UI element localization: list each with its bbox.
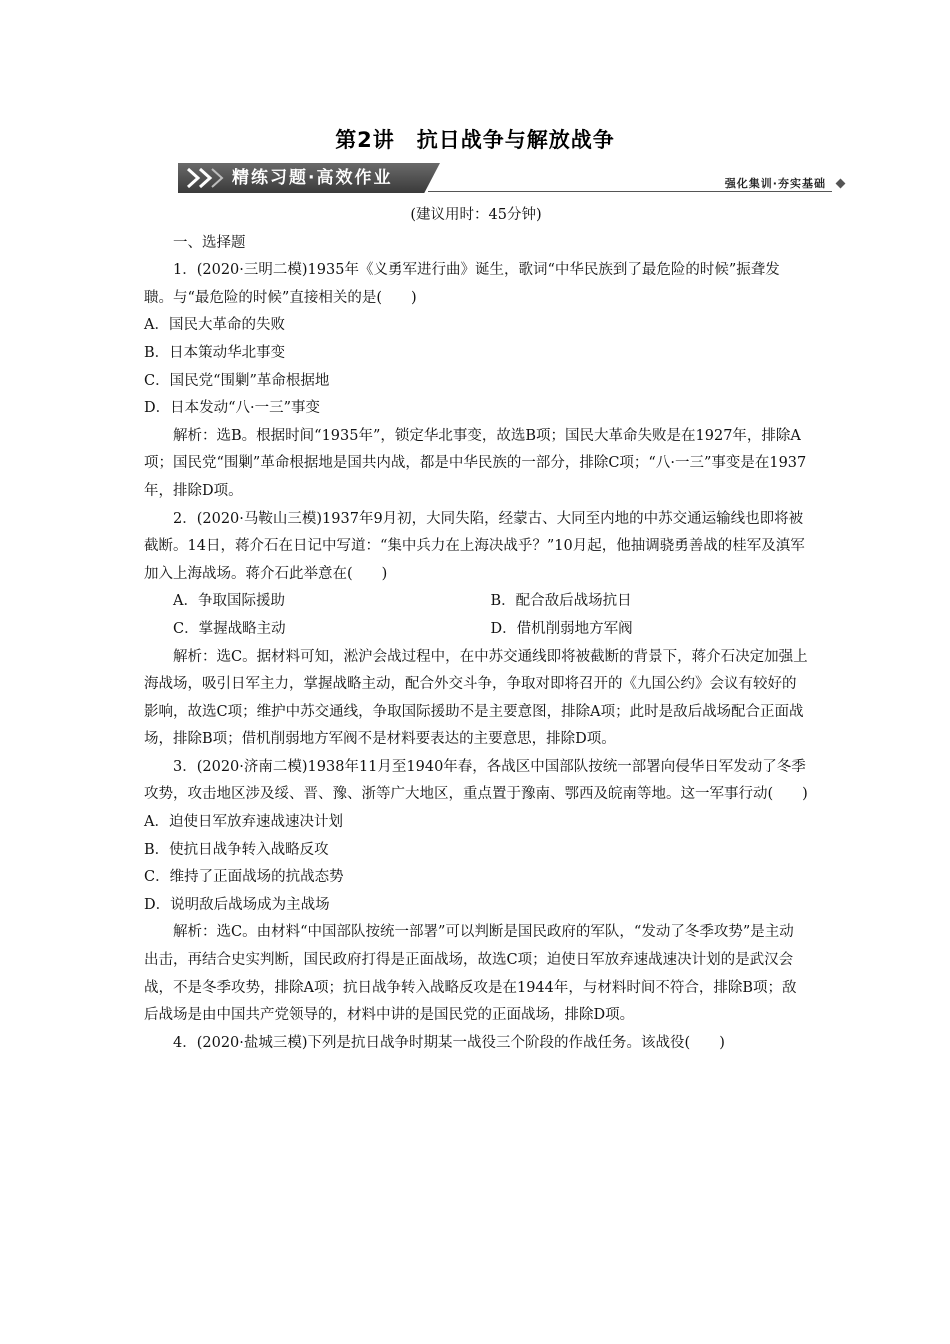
question-3-option-b: B．使抗日战争转入战略反攻 xyxy=(144,841,329,858)
question-1-stem: 1．(2020·三明二模)1935年《义勇军进行曲》诞生，歌词“中华民族到了最危险的时候”振聋发聩。与“最危险的时候”直接相关的是( ) xyxy=(144,262,780,306)
banner-label: 精练习题·高效作业 xyxy=(232,168,393,188)
time-note: (建议用时：45分钟) xyxy=(410,207,542,223)
banner-rule xyxy=(428,191,832,192)
question-2-option-d: D．借机削弱地方军阀 xyxy=(490,620,633,637)
question-3-option-c: C．维持了正面战场的抗战态势 xyxy=(144,869,344,886)
question-2-analysis: 解析：选C。据材料可知，淞沪会战过程中，在中苏交通线即将被截断的背景下，蒋介石决定加强上海战场，吸引日军主力，掌握战略主动，配合外交斗争，争取对即将召开的《九国公约》会议有较好的影响，故选C项；维护中苏交通线，争取国际援助不是主要意图，排除A项；此时是敌后战场配合正面战场，排除B项；借机削弱地方军阀不是材料要表达的主要意思，排除D项。 xyxy=(144,648,808,748)
question-2-option-c: C．掌握战略主动 xyxy=(173,620,286,637)
question-4-stem: 4．(2020·盐城三模)下列是抗日战争时期某一战役三个阶段的作战任务。该战役( ) xyxy=(173,1034,725,1051)
double-chevron-icon xyxy=(184,167,228,189)
question-3-option-d: D．说明敌后战场成为主战场 xyxy=(144,896,330,913)
question-1-option-b: B．日本策动华北事变 xyxy=(144,344,286,361)
question-2-option-a: A．争取国际援助 xyxy=(173,593,285,610)
question-2-options-row-1 xyxy=(144,588,808,616)
question-content xyxy=(144,202,808,1057)
question-1-option-a: A．国民大革命的失败 xyxy=(144,317,285,334)
section-banner xyxy=(178,163,848,197)
question-1-analysis: 解析：选B。根据时间“1935年”，锁定华北事变，故选B项；国民大革命失败是在1927年，排除A项；国民党“围剿”革命根据地是国共内战，都是中华民族的一部分，排除C项；“八·一三”事变是在1937年，排除D项。 xyxy=(144,427,807,499)
question-1-option-c: C．国民党“围剿”革命根据地 xyxy=(144,372,330,389)
question-3-stem: 3．(2020·济南二模)1938年11月至1940年春，各战区中国部队按统一部署向侵华日军发动了冬季攻势，攻击地区涉及绥、晋、豫、浙等广大地区，重点置于豫南、鄂西及皖南等地。这一军事行动( ) xyxy=(144,758,808,803)
banner-subtitle: 强化集训·夯实基础 xyxy=(724,177,826,190)
question-3-option-a: A．迫使日军放弃速战速决计划 xyxy=(144,814,343,831)
question-3-analysis: 解析：选C。由材料“中国部队按统一部署”可以判断是国民政府的军队，“发动了冬季攻势”是主动出击，再结合史实判断，国民政府打得是正面战场，故选C项；迫使日军放弃速战速决计划的是武汉会战，不是冬季攻势，排除A项；抗日战争转入战略反攻是在1944年，与材料时间不符合，排除B项；敌后战场是由中国共产党领导的，材料中讲的是国民党的正面战场，排除D项。 xyxy=(144,924,797,1024)
question-2-option-b: B．配合敌后战场抗日 xyxy=(490,593,632,610)
question-2-options-row-2 xyxy=(144,616,808,644)
section-heading: 一、选择题 xyxy=(173,234,246,251)
question-1-option-d: D．日本发动“八·一三”事变 xyxy=(144,400,321,417)
diamond-icon xyxy=(836,179,846,189)
page-title: 第2讲 抗日战争与解放战争 xyxy=(335,128,615,152)
question-2-stem: 2．(2020·马鞍山三模)1937年9月初，大同失陷，经蒙古、大同至内地的中苏交通运输线也即将被截断。14日，蒋介石在日记中写道：“集中兵力在上海决战乎？”10月起，他抽调骁勇善战的桂军及滇军加入上海战场。蒋介石此举意在( ) xyxy=(144,510,805,582)
